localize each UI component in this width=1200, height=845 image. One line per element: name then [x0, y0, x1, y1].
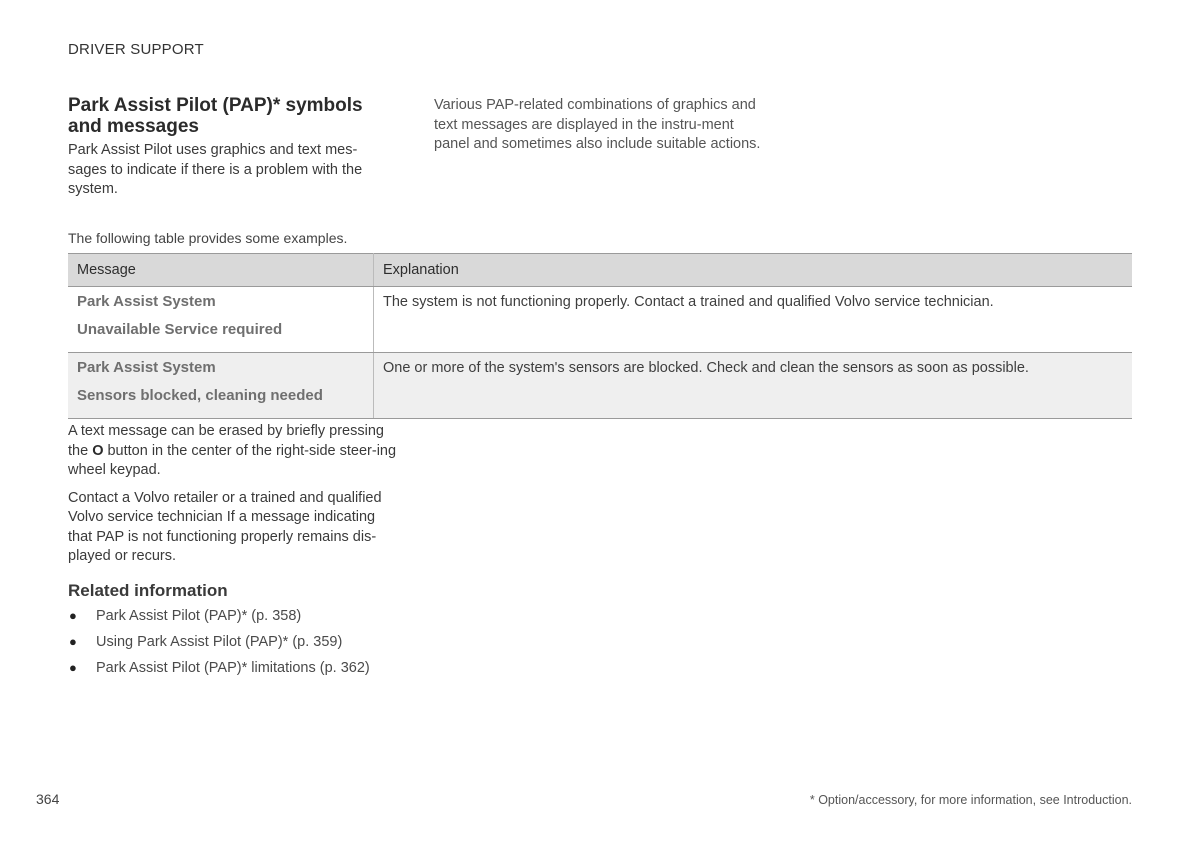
bullet-icon: ● [69, 633, 77, 649]
related-link[interactable] [68, 655, 398, 681]
bullet-icon: ● [69, 607, 77, 623]
section-header: DRIVER SUPPORT [68, 41, 204, 58]
related-link[interactable] [68, 603, 398, 629]
related-heading: Related information [68, 580, 228, 600]
messages-table [68, 253, 1132, 419]
contact-instruction: Contact a Volvo retailer or a trained and qualified Volvo service technician If a message indicating that PAP is not functioning properly remains dis-played or recurs. [68, 489, 382, 564]
column-header-message: Message [68, 254, 374, 287]
related-link-text: Using Park Assist Pilot (PAP)* (p. 359) [96, 633, 343, 650]
column-header-explanation: Explanation [374, 254, 1133, 287]
message-title: Park Assist System [77, 359, 216, 376]
intro-right-column [434, 96, 764, 155]
intro-left-text: Park Assist Pilot uses graphics and text mes-sages to indicate if there is a problem with the system. [68, 142, 363, 197]
footnote: * Option/accessory, for more information, see Introduction. [809, 793, 1132, 807]
explanation-cell: One or more of the system's sensors are blocked. Check and clean the sensors as soon as possible. [374, 353, 1133, 419]
lower-content [68, 422, 398, 681]
related-link-text: Park Assist Pilot (PAP)* (p. 358) [96, 607, 302, 624]
table-intro: The following table provides some examples. [68, 230, 348, 246]
message-detail: Sensors blocked, cleaning needed [77, 387, 323, 404]
page-number: 364 [36, 791, 60, 807]
o-button-label: O [92, 442, 104, 459]
page-heading: Park Assist Pilot (PAP)* symbols and messages [68, 95, 363, 137]
related-list [68, 603, 398, 681]
table-header-row [68, 254, 1132, 287]
related-link-text: Park Assist Pilot (PAP)* limitations (p. 362) [96, 659, 370, 676]
related-link[interactable] [68, 629, 398, 655]
bullet-icon: ● [69, 659, 77, 675]
intro-left-column [68, 95, 388, 200]
table-row [68, 287, 1132, 353]
message-detail: Unavailable Service required [77, 321, 283, 338]
message-cell [68, 353, 374, 419]
explanation-cell: The system is not functioning properly. Contact a trained and qualified Volvo service technician. [374, 287, 1133, 353]
intro-right-text: Various PAP-related combinations of graphics and text messages are displayed in the instru-ment panel and sometimes also include suitable actions. [434, 97, 761, 152]
message-title: Park Assist System [77, 293, 216, 310]
erase-instruction [68, 422, 398, 481]
erase-text-before: A text message can be erased by briefly pressing the [68, 423, 384, 459]
message-cell [68, 287, 374, 353]
erase-text-after: button in the center of the right-side steer-ing wheel keypad. [68, 442, 397, 478]
table-row [68, 353, 1132, 419]
